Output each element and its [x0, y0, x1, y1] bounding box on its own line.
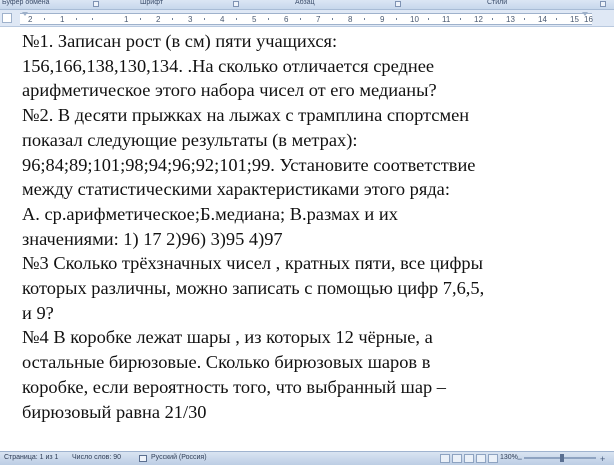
document-line[interactable]: арифметическое этого набора чисел от его медианы? [22, 80, 437, 101]
document-line[interactable]: №1. Записан рост (в см) пяти учащихся: [22, 31, 338, 51]
proofing-icon[interactable] [139, 455, 147, 462]
document-body[interactable] [22, 29, 606, 424]
ruler-number: 1 [60, 15, 65, 24]
document-line[interactable]: коробке, если вероятность того, что выбранный шар – [22, 376, 446, 397]
zoom-slider-thumb[interactable] [560, 454, 564, 462]
zoom-out-icon[interactable]: − [517, 454, 523, 464]
ruler-tick [492, 18, 493, 20]
ruler-number: 1 [124, 15, 129, 24]
document-line[interactable]: №4 В коробке лежат шары , из которых 12 чёрные, а [22, 327, 433, 348]
page-count-status[interactable]: Страница: 1 из 1 [4, 454, 59, 461]
ruler-tick [268, 18, 269, 20]
ruler-tick [556, 18, 557, 20]
font-launcher-icon[interactable] [233, 1, 239, 7]
word-count-status[interactable]: Число слов: 90 [72, 454, 122, 461]
ruler-tick [364, 18, 365, 20]
paragraph-launcher-icon[interactable] [395, 1, 401, 7]
ruler-number: 6 [284, 15, 289, 24]
ruler-tick [524, 18, 525, 20]
styles-launcher-icon[interactable] [600, 1, 606, 7]
ruler-number: 13 [506, 15, 515, 24]
draft-view-button[interactable] [488, 454, 498, 463]
ruler-number: 5 [252, 15, 257, 24]
ribbon-group-clipboard: Буфер обмена [2, 0, 50, 6]
ruler-tick [460, 18, 461, 20]
ruler-tick [140, 18, 141, 20]
ruler-tick [92, 18, 93, 20]
language-status[interactable]: Русский (Россия) [151, 454, 207, 461]
ruler-tick [300, 18, 301, 20]
ruler-number: 4 [220, 15, 225, 24]
print-layout-view-button[interactable] [440, 454, 450, 463]
ruler-tick [236, 18, 237, 20]
ribbon-group-styles: Стили [487, 0, 508, 6]
ruler-number: 11 [442, 15, 451, 24]
ruler-tick [204, 18, 205, 20]
status-bar [0, 451, 614, 465]
ruler-number: 3 [188, 15, 193, 24]
document-line[interactable]: №2. В десяти прыжках на лыжах с трамплина спортсмен [22, 105, 470, 126]
ruler-number: 7 [316, 15, 321, 24]
ruler-number: 16 [584, 15, 593, 24]
document-line[interactable]: 156,166,138,130,134. .На сколько отличается среднее [22, 55, 435, 76]
document-line[interactable]: которых различны, можно записать с помощью цифр 7,6,5, [22, 278, 485, 299]
ruler-tick [428, 18, 429, 20]
full-screen-view-button[interactable] [452, 454, 462, 463]
ruler-number: 14 [538, 15, 547, 24]
ribbon-group-paragraph: Абзац [295, 0, 315, 6]
document-line[interactable]: между статистическими характеристиками этого ряда: [22, 179, 450, 200]
ruler-tick [396, 18, 397, 20]
ruler-tick [172, 18, 173, 20]
document-line[interactable]: значениями: 1) 17 2)96) 3)95 4)97 [22, 228, 283, 249]
ruler-tick [44, 18, 45, 20]
outline-view-button[interactable] [476, 454, 486, 463]
ribbon-group-font: Шрифт [140, 0, 164, 6]
document-line[interactable]: и 9? [22, 302, 54, 323]
web-layout-view-button[interactable] [464, 454, 474, 463]
ruler-tick [332, 18, 333, 20]
ruler-track[interactable] [20, 13, 592, 25]
ruler-tick [76, 18, 77, 20]
ruler-number: 2 [28, 15, 33, 24]
document-line[interactable]: №3 Сколько трёхзначных чисел , кратных пяти, все цифры [22, 253, 483, 274]
ruler-number: 15 [570, 15, 579, 24]
ribbon-group-labels [0, 0, 614, 10]
document-line[interactable]: бирюзовый равна 21/30 [22, 401, 207, 422]
document-line[interactable]: 96;84;89;101;98;94;96;92;101;99. Установите соответствие [22, 154, 476, 175]
document-line[interactable]: показал следующие результаты (в метрах): [22, 129, 358, 150]
zoom-level[interactable]: 130% [500, 454, 518, 461]
horizontal-ruler[interactable] [0, 10, 614, 27]
document-page[interactable] [0, 27, 614, 451]
ruler-number: 2 [156, 15, 161, 24]
zoom-in-icon[interactable]: + [600, 454, 606, 464]
ruler-number: 10 [410, 15, 419, 24]
ruler-number: 8 [348, 15, 353, 24]
ruler-number: 12 [474, 15, 483, 24]
ruler-number: 9 [380, 15, 385, 24]
tab-selector[interactable] [2, 13, 12, 23]
clipboard-launcher-icon[interactable] [93, 1, 99, 7]
document-line[interactable]: остальные бирюзовые. Сколько бирюзовых шаров в [22, 352, 431, 373]
document-line[interactable]: А. ср.арифметическое;Б.медиана; В.размах и их [22, 203, 398, 224]
